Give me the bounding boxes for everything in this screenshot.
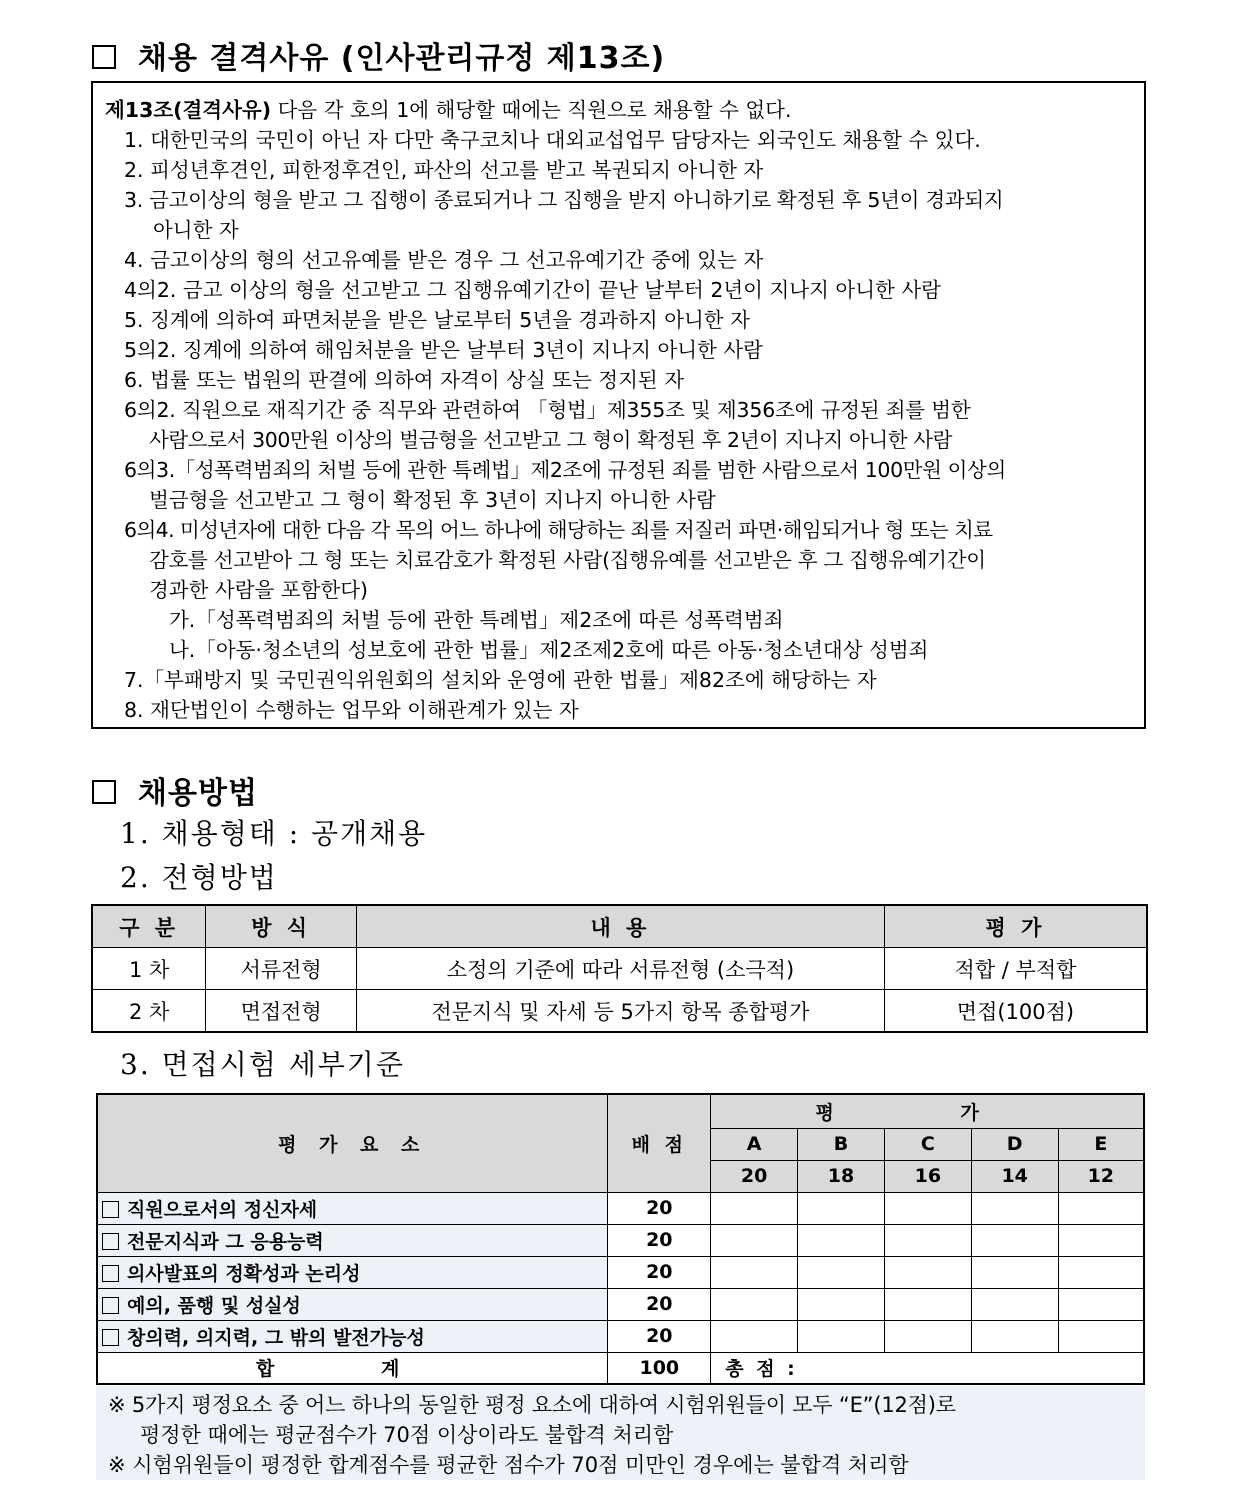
grade-points-cell: 18 bbox=[798, 1160, 885, 1192]
score-cell bbox=[971, 1320, 1058, 1352]
score-cell bbox=[884, 1224, 971, 1256]
score-cell bbox=[1058, 1288, 1144, 1320]
section-heading-disqualification bbox=[92, 33, 665, 77]
total-row bbox=[97, 1352, 1144, 1384]
rule-line: 4. 금고이상의 형의 선고유예를 받은 경우 그 선고유예기간 중에 있는 자 bbox=[124, 248, 764, 272]
square-bullet-icon bbox=[92, 45, 116, 69]
rule-line: 나.「아동·청소년의 성보호에 관한 법률」제2조제2호에 따른 아동·청소년대상 성범죄 bbox=[169, 638, 929, 662]
article-intro: 다음 각 호의 1에 해당할 때에는 직원으로 채용할 수 없다. bbox=[277, 98, 792, 122]
score-cell bbox=[798, 1256, 885, 1288]
checkbox-icon bbox=[102, 1265, 119, 1282]
table-cell: 전문지식 및 자세 등 5가지 항목 종합평가 bbox=[357, 990, 885, 1033]
header-cell: 내 용 bbox=[357, 905, 885, 948]
score-cell bbox=[1058, 1320, 1144, 1352]
rule-line: 5. 징계에 의하여 파면처분을 받은 날로부터 5년을 경과하지 아니한 자 bbox=[124, 308, 750, 332]
score-cell bbox=[884, 1288, 971, 1320]
rule-line: 8. 재단법인이 수행하는 업무와 이해관계가 있는 자 bbox=[124, 698, 579, 722]
header-cell: 구 분 bbox=[92, 905, 206, 948]
table-cell: 적합 / 부적합 bbox=[884, 948, 1147, 990]
score-cell bbox=[971, 1192, 1058, 1224]
section-title: 채용방법 bbox=[138, 776, 258, 811]
table-cell: 2 차 bbox=[92, 990, 206, 1033]
rule-line: 가.「성폭력범죄의 처벌 등에 관한 특례법」제2조에 따른 성폭력범죄 bbox=[169, 608, 784, 632]
score-cell bbox=[798, 1288, 885, 1320]
grade-cell: D bbox=[971, 1128, 1058, 1160]
table-cell: 소정의 기준에 따라 서류전형 (소극적) bbox=[357, 948, 885, 990]
total-score-label: 총 점 : bbox=[711, 1352, 1144, 1384]
score-cell bbox=[711, 1192, 798, 1224]
grade-points-cell: 16 bbox=[884, 1160, 971, 1192]
score-cell bbox=[798, 1192, 885, 1224]
article-title: 제13조(결격사유) bbox=[105, 98, 272, 122]
total-label: 합 계 bbox=[97, 1352, 608, 1384]
rule-line: 감호를 선고받아 그 형 또는 치료감호가 확정된 사람(집행유예를 선고받은 후 그 집행유예기간이 bbox=[149, 548, 986, 572]
grade-cell: C bbox=[884, 1128, 971, 1160]
grade-points-cell: 20 bbox=[711, 1160, 798, 1192]
score-cell bbox=[884, 1320, 971, 1352]
total-points: 100 bbox=[608, 1352, 711, 1384]
score-cell bbox=[1058, 1256, 1144, 1288]
rule-line: 3. 금고이상의 형을 받고 그 집행이 종료되거나 그 집행을 받지 아니하기로 확정된 후 5년이 경과되지 bbox=[124, 188, 1004, 212]
criterion-points: 20 bbox=[608, 1256, 711, 1288]
interview-criteria-label: 3. 면접시험 세부기준 bbox=[120, 1048, 405, 1081]
header-cell: 방 식 bbox=[206, 905, 357, 948]
header-element: 평 가 요 소 bbox=[97, 1094, 608, 1192]
rule-line: 6의4. 미성년자에 대한 다음 각 목의 어느 하나에 해당하는 죄를 저질러 파면·해임되거나 형 또는 치료 bbox=[124, 518, 993, 542]
rule-line: 경과한 사람을 포함한다) bbox=[149, 578, 369, 602]
score-cell bbox=[1058, 1192, 1144, 1224]
rule-line: 1. 대한민국의 국민이 아닌 자 다만 축구코치나 대외교섭업무 담당자는 외국인도 채용할 수 있다. bbox=[124, 128, 981, 152]
criterion-label: 예의, 품행 및 성실성 bbox=[97, 1288, 608, 1320]
table-cell: 면접(100점) bbox=[884, 990, 1147, 1033]
table-row bbox=[92, 948, 1147, 990]
checkbox-icon bbox=[102, 1329, 119, 1346]
screening-table bbox=[91, 904, 1148, 1033]
criterion-points: 20 bbox=[608, 1288, 711, 1320]
square-bullet-icon bbox=[92, 780, 116, 804]
note-line: ※ 시험위원들이 평정한 합계점수를 평균한 점수가 70점 미만인 경우에는 불합격 처리함 bbox=[108, 1453, 909, 1477]
table-row bbox=[92, 990, 1147, 1033]
section-heading-method bbox=[92, 768, 258, 812]
rule-line: 6의2. 직원으로 재직기간 중 직무와 관련하여 「형법」제355조 및 제356조에 규정된 죄를 범한 bbox=[124, 398, 971, 422]
notes-box bbox=[96, 1386, 1145, 1480]
checkbox-icon bbox=[102, 1233, 119, 1250]
grade-cell: B bbox=[798, 1128, 885, 1160]
score-cell bbox=[971, 1224, 1058, 1256]
checkbox-icon bbox=[102, 1297, 119, 1314]
rule-line: 아니한 자 bbox=[153, 218, 239, 242]
criterion-label: 의사발표의 정확성과 논리성 bbox=[97, 1256, 608, 1288]
score-cell bbox=[798, 1320, 885, 1352]
table-header-row bbox=[97, 1094, 1144, 1128]
note-line: ※ 5가지 평정요소 중 어느 하나의 동일한 평정 요소에 대하여 시험위원들이 모두 “E”(12점)로 bbox=[108, 1393, 956, 1417]
table-cell: 1 차 bbox=[92, 948, 206, 990]
hiring-type: 1. 채용형태 : 공개채용 bbox=[120, 817, 428, 850]
rule-line: 6. 법률 또는 법원의 판결에 의하여 자격이 상실 또는 정지된 자 bbox=[124, 368, 684, 392]
grade-points-cell: 14 bbox=[971, 1160, 1058, 1192]
score-cell bbox=[884, 1256, 971, 1288]
rule-line: 2. 피성년후견인, 피한정후견인, 파산의 선고를 받고 복권되지 아니한 자 bbox=[124, 158, 764, 182]
table-cell: 서류전형 bbox=[206, 948, 357, 990]
score-cell bbox=[711, 1224, 798, 1256]
table-row bbox=[97, 1224, 1144, 1256]
table-header-row bbox=[92, 905, 1147, 948]
criterion-label: 창의력, 의지력, 그 밖의 발전가능성 bbox=[97, 1320, 608, 1352]
header-evaluation: 평 가 bbox=[711, 1094, 1144, 1128]
rule-line: 벌금형을 선고받고 그 형이 확정된 후 3년이 지나지 아니한 사람 bbox=[149, 488, 716, 512]
rule-line: 5의2. 징계에 의하여 해임처분을 받은 날부터 3년이 지나지 아니한 사람 bbox=[124, 338, 763, 362]
section-title: 채용 결격사유 (인사관리규정 제13조) bbox=[138, 41, 666, 76]
score-cell bbox=[884, 1192, 971, 1224]
score-cell bbox=[711, 1320, 798, 1352]
header-points: 배 점 bbox=[608, 1094, 711, 1192]
grade-points-cell: 12 bbox=[1058, 1160, 1144, 1192]
score-cell bbox=[711, 1288, 798, 1320]
disqualification-rules-box bbox=[91, 81, 1146, 729]
table-row bbox=[97, 1288, 1144, 1320]
rule-line: 7.「부패방지 및 국민권익위원회의 설치와 운영에 관한 법률」제82조에 해당하는 자 bbox=[124, 668, 877, 692]
table-cell: 면접전형 bbox=[206, 990, 357, 1033]
rule-line: 4의2. 금고 이상의 형을 선고받고 그 집행유예기간이 끝난 날부터 2년이 지나지 아니한 사람 bbox=[124, 278, 941, 302]
checkbox-icon bbox=[102, 1201, 119, 1218]
table-row bbox=[97, 1256, 1144, 1288]
score-cell bbox=[711, 1256, 798, 1288]
table-row bbox=[97, 1192, 1144, 1224]
score-cell bbox=[971, 1288, 1058, 1320]
screening-method-label: 2. 전형방법 bbox=[120, 861, 278, 894]
table-row bbox=[97, 1320, 1144, 1352]
interview-criteria-table bbox=[96, 1093, 1145, 1385]
header-cell: 평 가 bbox=[884, 905, 1147, 948]
criterion-points: 20 bbox=[608, 1224, 711, 1256]
criterion-points: 20 bbox=[608, 1192, 711, 1224]
criterion-label: 전문지식과 그 응용능력 bbox=[97, 1224, 608, 1256]
rule-line: 6의3.「성폭력범죄의 처벌 등에 관한 특례법」제2조에 규정된 죄를 범한 사람으로서 100만원 이상의 bbox=[124, 458, 1006, 482]
note-line: 평정한 때에는 평균점수가 70점 이상이라도 불합격 처리함 bbox=[140, 1423, 674, 1447]
score-cell bbox=[971, 1256, 1058, 1288]
criterion-points: 20 bbox=[608, 1320, 711, 1352]
grade-cell: E bbox=[1058, 1128, 1144, 1160]
rules-intro bbox=[105, 93, 792, 123]
criterion-label: 직원으로서의 정신자세 bbox=[97, 1192, 608, 1224]
rule-line: 사람으로서 300만원 이상의 벌금형을 선고받고 그 형이 확정된 후 2년이 지나지 아니한 사람 bbox=[149, 428, 953, 452]
grade-cell: A bbox=[711, 1128, 798, 1160]
score-cell bbox=[1058, 1224, 1144, 1256]
score-cell bbox=[798, 1224, 885, 1256]
